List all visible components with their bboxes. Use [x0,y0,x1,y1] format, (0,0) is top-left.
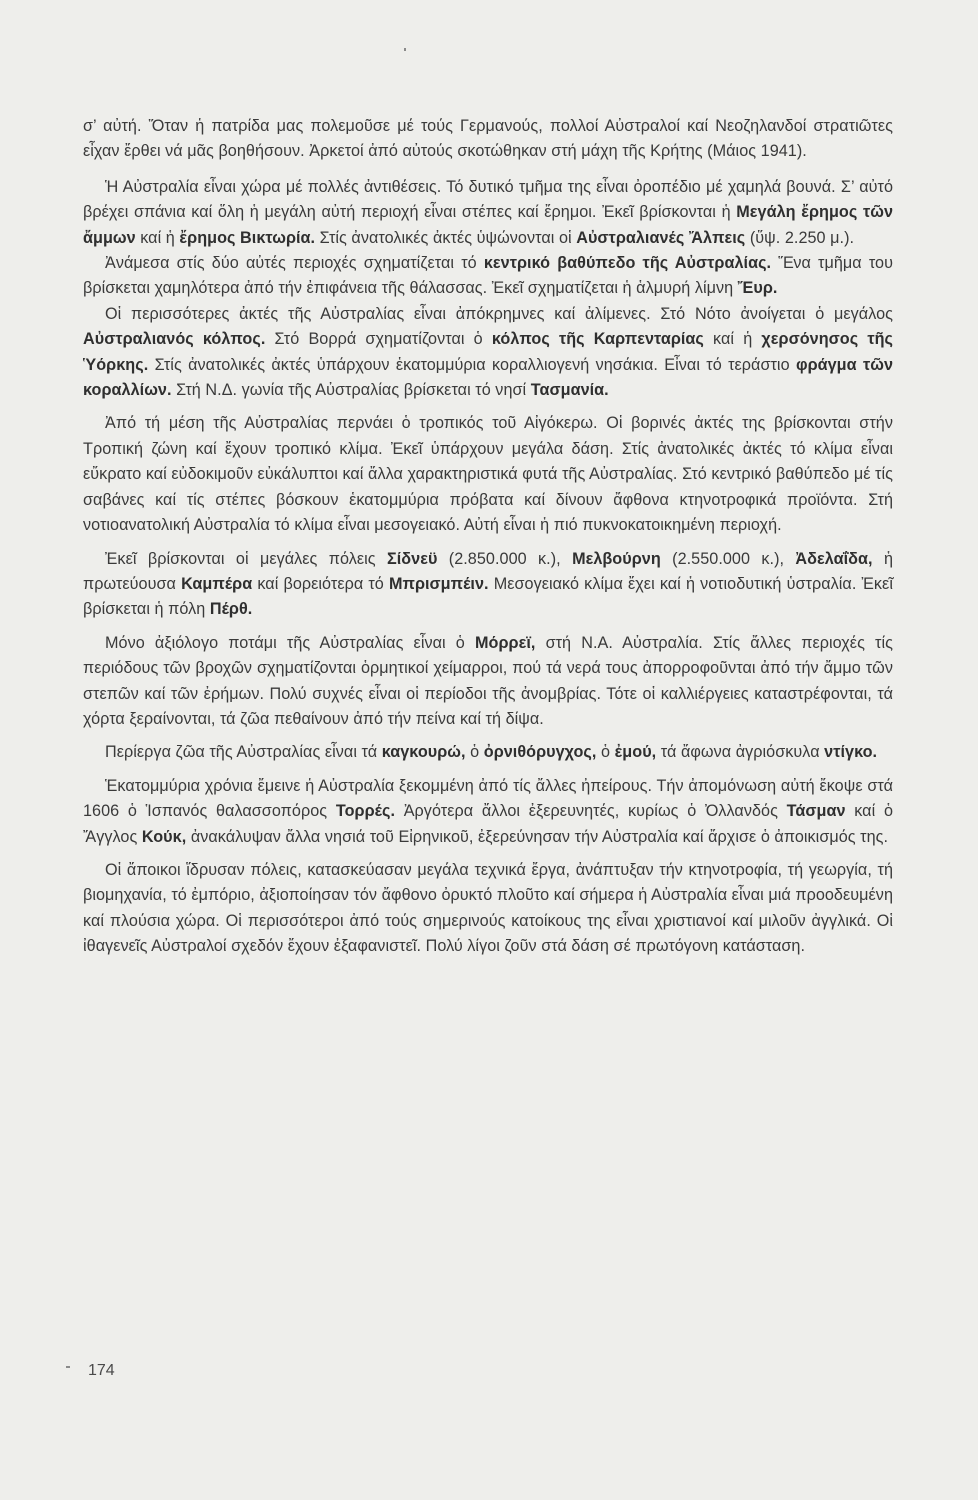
bold-term: Ἔυρ. [737,279,778,298]
paragraph-world-war-help [83,114,893,165]
bold-term: χερσόνησος τῆς Ὑόρκης. [83,330,893,374]
page-body [83,114,893,960]
paragraph-contrasts-deserts [83,175,893,251]
bold-term: φράγμα τῶν κοραλλίων. [83,355,893,400]
text-run: καί ἡ [703,330,762,349]
text-run: ἡ πρωτεύουσα [83,549,893,593]
paragraph-rivers [83,631,893,733]
bold-term: Πέρθ. [209,600,253,619]
paragraph-central-basin [83,251,893,302]
scan-speck [404,48,406,51]
paragraph-coasts [83,302,893,404]
bold-term: Κούκ, [141,827,187,846]
bold-term: ὀρνιθόρυγχος, [483,743,597,762]
text-run: Ἕνα τμῆμα του βρίσκεται χαμηλότερα ἀπό τήν ἐπιφάνεια τῆς θάλασσας. Ἐκεῖ σχηματίζεται ἡ ἁλμυρή λίμνη [83,254,894,298]
page-number: 174 [88,1362,115,1379]
text-run: σ’ αὐτή. Ὅταν ἡ πατρίδα μας πολεμοῦσε μέ τούς Γερμανούς, πολλοί Αὐστραλοί καί Νεοζηλανδοί στρατιῶτες εἶχαν ἔρθει νά μᾶς βοηθήσουν. Ἀρκετοί ἀπό αὐτούς σκοτώθηκαν στή μάχη τῆς Κρήτης (Μάιος 1941). [83,117,893,161]
bold-term: κεντρικό βαθύπεδο τῆς Αὐστραλίας. [483,254,772,273]
text-run: (2.550.000 κ.), [660,549,796,568]
text-run: Ἀνάμεσα στίς δύο αὐτές περιοχές σχηματίζεται τό [105,254,484,273]
text-run: Ἡ Αὐστραλία εἶναι χώρα μέ πολλές ἀντιθέσεις. Τό δυτικό τμῆμα της εἶναι ὀροπέδιο μέ χαμηλά βουνά. Σ’ αὐτό βρέχει σπάνια καί ὅλη ἡ μεγάλη αὐτή περιοχή εἶναι στέπες καί ἔρημοι. Ἐκεῖ βρίσκονται ἡ [83,177,893,222]
text-run: καί ἡ [135,228,180,247]
text-run: Μεσογειακό κλίμα ἔχει καί ἡ νοτιοδυτική ὑστραλία. Ἐκεῖ βρίσκεται ἡ πόλη [83,574,893,619]
bold-term: κόλπος τῆς Καρπενταρίας [491,330,704,349]
bold-term: Τορρές. [335,802,395,821]
bold-term: Αὐστραλιανός κόλπος. [83,330,266,349]
bold-term: Ἀδελαΐδα, [795,549,873,568]
bold-term: Τάσμαν [786,802,846,821]
text-run: (2.850.000 κ.), [437,549,573,568]
text-run: Ἐκεῖ βρίσκονται οἱ μεγάλες πόλεις [105,549,387,568]
text-run: καί ὁ Ἄγγλος [83,802,893,846]
bold-term: Τασμανία. [530,381,609,400]
text-run: (ὕψ. 2.250 μ.). [745,228,855,247]
bold-term: καγκουρώ, [381,743,466,762]
text-run: ὁ [465,743,484,762]
text-run: Περίεργα ζῶα τῆς Αὐστραλίας εἶναι τά [105,743,382,762]
bold-term: Μπρισμπέιν. [388,574,489,593]
text-run: Στίς ἀνατολικές ἀκτές ὑπάρχουν ἑκατομμύρια κοραλλιογενή νησάκια. Εἶναι τό τεράστιο [148,355,796,374]
text-run: ὁ [596,743,615,762]
bold-term: Καμπέρα [181,574,253,593]
text-run: Στίς ἀνατολικές ἀκτές ὑψώνονται οἱ [315,228,577,247]
bold-term: ντίγκο. [824,743,878,762]
bold-term: ἐμού, [614,743,657,762]
bold-term: Μελβούρνη [572,549,661,568]
text-run: Οἱ ἄποικοι ἵδρυσαν πόλεις, κατασκεύασαν μεγάλα τεχνικά ἔργα, ἀνάπτυξαν τήν κτηνοτροφία, τή γεωργία, τή βιομηχανία, τό ἐμπόριο, ἀξιοποίησαν τόν ἄφθονο ὀρυκτό πλοῦτο καί σήμερα ἡ Αὐστραλία εἶναι μιά προοδευμένη καί πλούσια χώρα. Οἱ περισσότεροι ἀπό τούς σημερινούς κατοίκους της εἶναι χριστιανοί καί μιλοῦν ἀγγλικά. Οἱ ἰθαγενεῖς Αὐστραλοί σχεδόν ἔχουν ἐξαφανιστεῖ. Πολύ λίγοι ζοῦν στά δάση σέ πρωτόγονη κατάσταση. [83,860,893,956]
text-run: Στή Ν.Δ. γωνία τῆς Αὐστραλίας βρίσκεται τό νησί [171,381,531,400]
bold-term: Σίδνεϋ [386,549,438,568]
paragraph-animals [83,740,893,765]
text-run: στή Ν.Α. Αὐστραλία. Στίς ἄλλες περιοχές τίς περιόδους τῶν βροχῶν σχηματίζονται ὁρμητικοί χείμαρροι, πού τά νερά τους ἀπορροφοῦνται ἀπό τήν ἄμμο τῶν στεπῶν καί τῶν ἐρήμων. Πολύ συχνές εἶναι οἱ περίοδοι τῆς ἀνομβρίας. Τότε οἱ καλλιέργειες καταστρέφονται, τά χόρτα ξεραίνονται, τά ζῶα πεθαίνουν ἀπό τήν πείνα καί τή δίψα. [83,633,893,728]
text-run: τά ἄφωνα ἀγριόσκυλα [656,743,825,762]
text-run: Στό Βορρά σχηματίζονται ὁ [265,330,492,349]
text-run: Οἱ περισσότερες ἀκτές τῆς Αὐστραλίας εἶναι ἀπόκρημνες καί ἀλίμενες. Στό Νότο ἀνοίγεται ὁ μεγάλος [105,304,893,323]
text-run: ἀνακάλυψαν ἄλλα νησιά τοῦ Εἰρηνικοῦ, ἐξερεύνησαν τήν Αὐστραλία καί ἄρχισε ὁ ἀποικισμός της. [186,827,889,846]
text-run: Ἀργότερα ἄλλοι ἐξερευνητές, κυρίως ὁ Ὀλλανδός [395,802,787,821]
bold-term: Μόρρεϊ, [475,633,536,652]
paragraph-climate [83,411,893,538]
paragraph-settlers [83,858,893,960]
bold-term: Μεγάλη ἔρημος τῶν ἄμμων [83,203,893,247]
text-run: καί βορειότερα τό [252,574,389,593]
text-run: Μόνο ἀξιόλογο ποτάμι τῆς Αὐστραλίας εἶναι ὁ [105,633,475,652]
bold-term: Αὐστραλιανές Ἄλπεις [576,228,746,247]
bold-term: ἔρημος Βικτωρία. [179,228,316,247]
paragraph-exploration [83,774,893,850]
paragraph-cities [83,547,893,623]
scan-speck [66,1366,70,1368]
text-run: Ἀπό τή μέση τῆς Αὐστραλίας περνάει ὁ τροπικός τοῦ Αἰγόκερω. Οἱ βορινές ἀκτές της βρίσκονται στήν Τροπική ζώνη καί ἔχουν τροπικό κλίμα. Ἐκεῖ ὑπάρχουν μεγάλα δάση. Στίς ἀνατολικές ἀκτές τό κλίμα εἶναι εὔκρατο καί εὐδοκιμοῦν εὐκάλυπτοι καί ἄλλα χαρακτηριστικά φυτά τῆς Αὐστραλίας. Στό κεντρικό βαθύπεδο μέ τίς σαβάνες καί τίς στέπες βόσκουν ἑκατομμύρια πρόβατα καί δίνουν ἄφθονα κτηνοτροφικά προϊόντα. Στή νοτιοανατολική Αὐστραλία τό κλίμα εἶναι μεσογειακό. Αὐτή εἶναι ἡ πιό πυκνοκατοικημένη περιοχή. [83,414,893,535]
text-run: Ἑκατομμύρια χρόνια ἔμεινε ἡ Αὐστραλία ξεκομμένη ἀπό τίς ἄλλες ἠπείρους. Τήν ἀπομόνωση αὐτή ἔκοψε στά 1606 ὁ Ἱσπανός θαλασσοπόρος [83,776,893,821]
